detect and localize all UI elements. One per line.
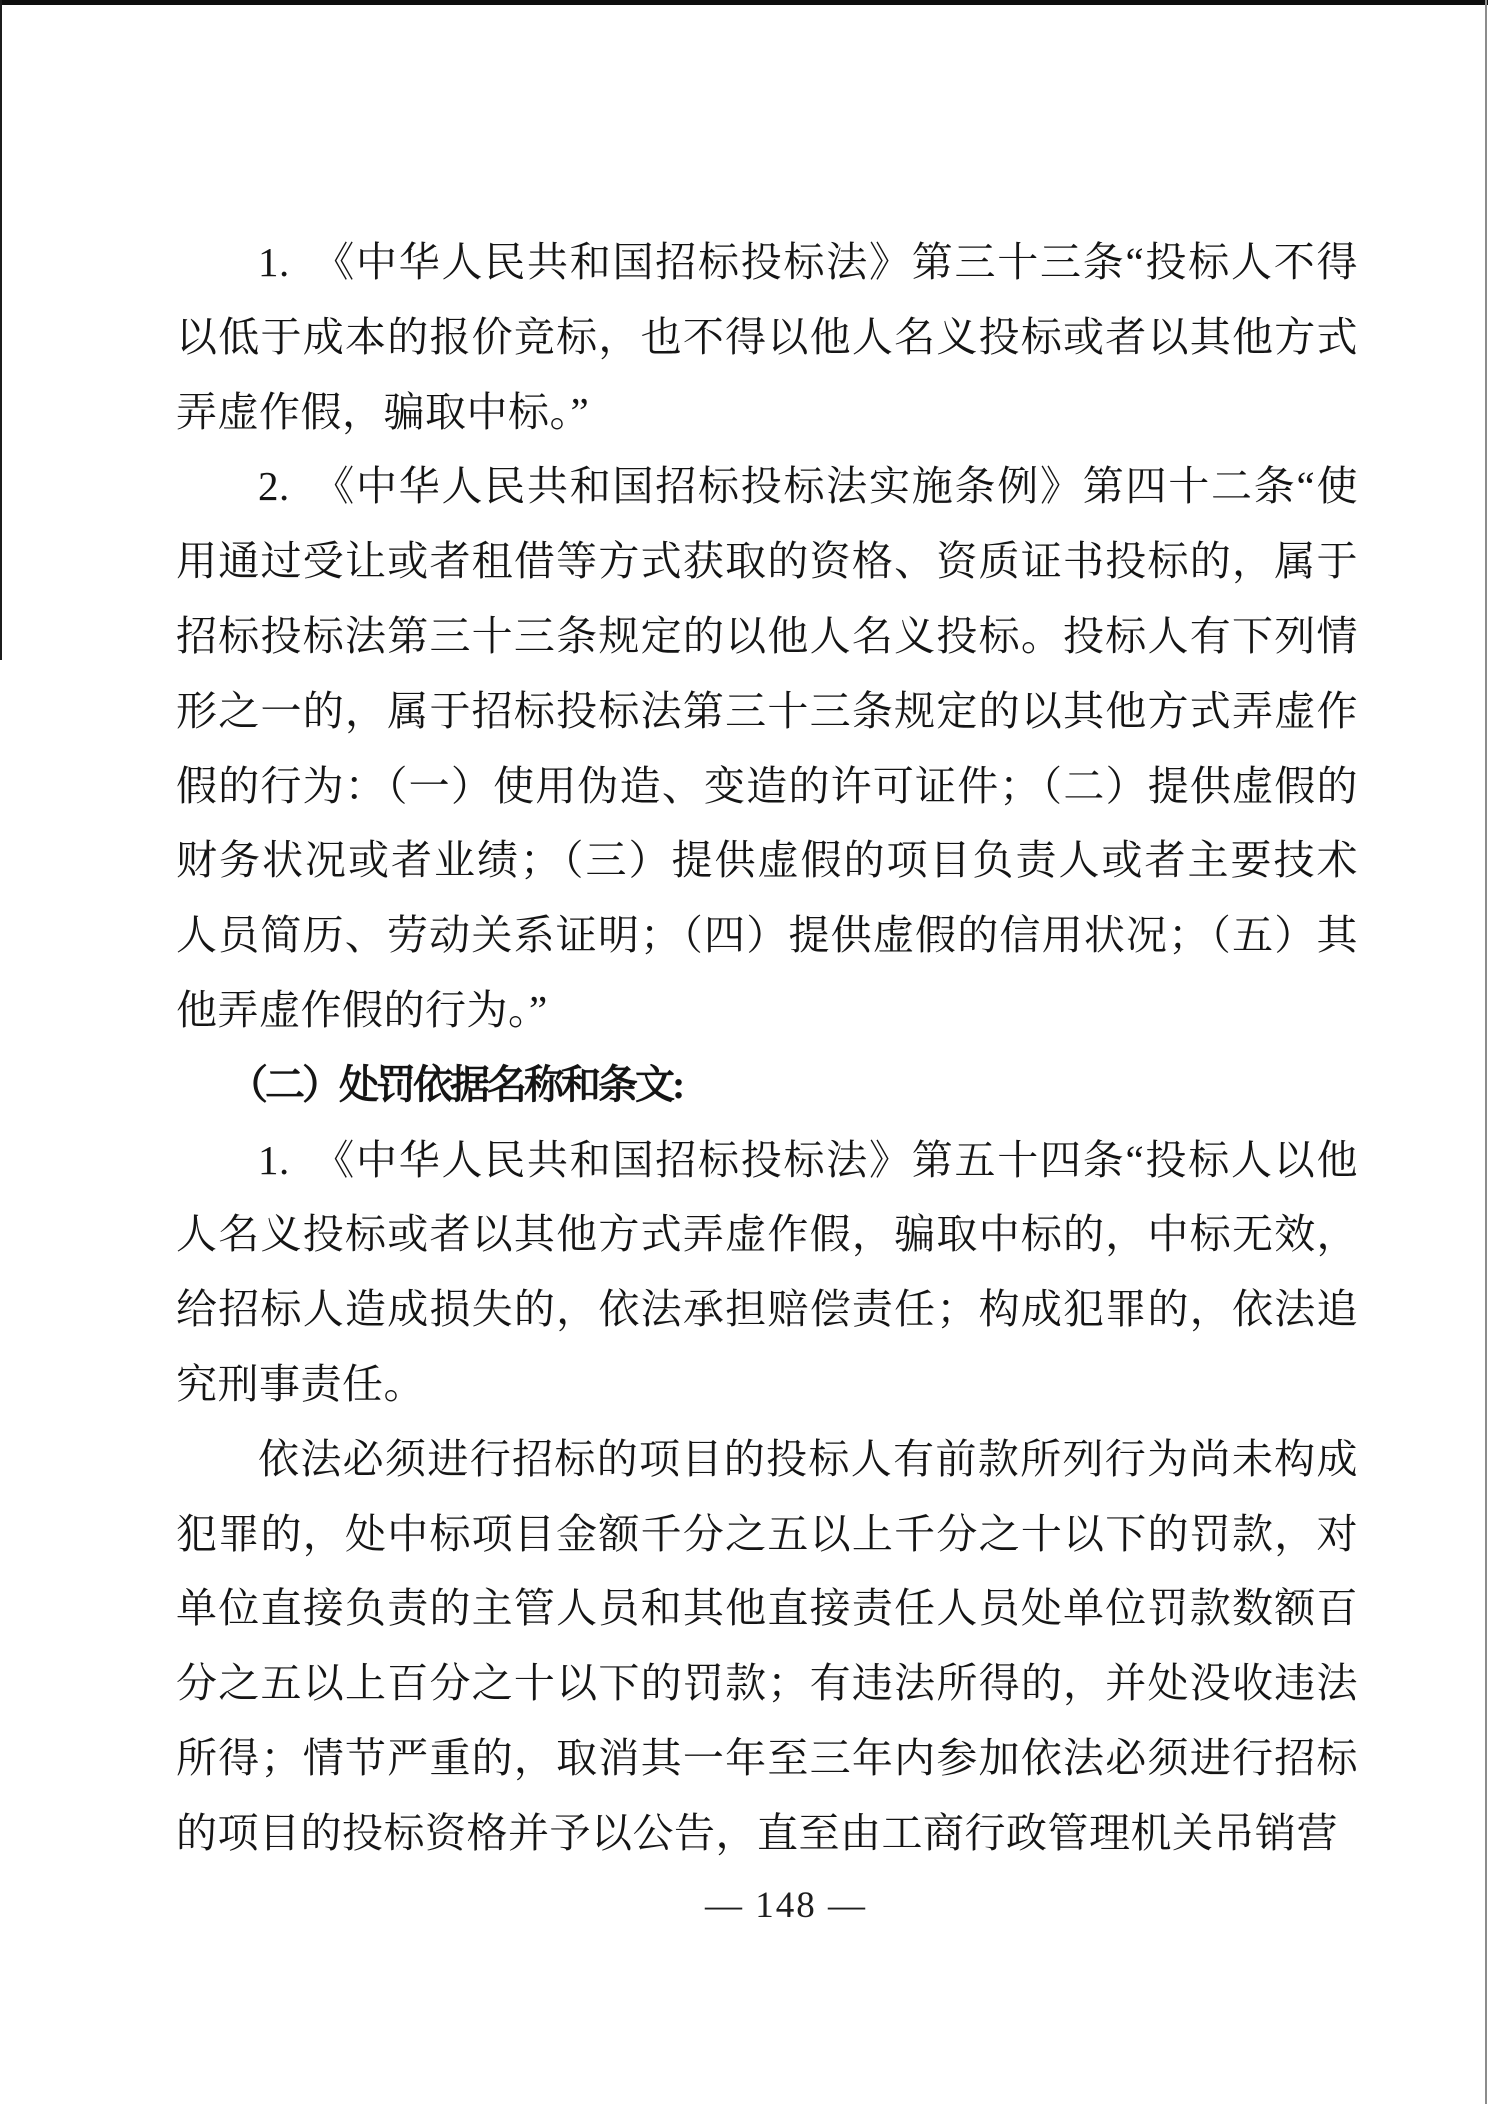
page-body-text — [176, 225, 1358, 1871]
section-heading: （二）处罚依据名称和条文: — [228, 1061, 683, 1107]
legal-paragraph: 1. 《中华人民共和国招标投标法》第三十三条“投标人不得以低于成本的报价竞标，也不得以他人名义投标或者以其他方式弄虚作假，骗取中标。” — [176, 239, 1358, 435]
scan-edge-top-artifact — [0, 0, 1488, 5]
legal-paragraph: 依法必须进行招标的项目的投标人有前款所列行为尚未构成犯罪的，处中标项目金额千分之五以上千分之十以下的罚款，对单位直接负责的主管人员和其他直接责任人员处单位罚款数额百分之五以上百分之十以下的罚款；有违法所得的，并处没收违法所得；情节严重的，取消其一年至三年内参加依法必须进行招标的项目的投标资格并予以公告，直至由工商行政管理机关吊销营 — [176, 1435, 1358, 1856]
legal-paragraph: 2. 《中华人民共和国招标投标法实施条例》第四十二条“使用通过受让或者租借等方式获取的资格、资质证书投标的，属于招标投标法第三十三条规定的以他人名义投标。投标人有下列情形之一的，属于招标投标法第三十三条规定的以其他方式弄虚作假的行为：（一）使用伪造、变造的许可证件；（二）提供虚假的财务状况或者业绩；（三）提供虚假的项目负责人或者主要技术人员简历、劳动关系证明；（四）提供虚假的信用状况；（五）其他弄虚作假的行为。” — [176, 463, 1358, 1033]
page-number: — 148 — — [705, 1885, 867, 1926]
scan-edge-left-artifact — [0, 0, 2, 660]
scan-edge-right-artifact — [1485, 0, 1487, 2104]
legal-paragraph: 1. 《中华人民共和国招标投标法》第五十四条“投标人以他人名义投标或者以其他方式弄虚作假，骗取中标的，中标无效，给招标人造成损失的，依法承担赔偿责任；构成犯罪的，依法追究刑事责任。 — [176, 1136, 1358, 1407]
